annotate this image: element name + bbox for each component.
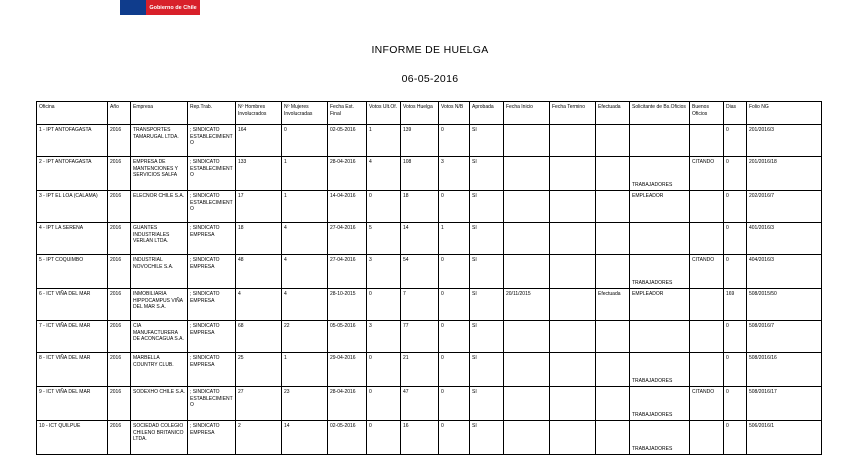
cell-aprobada: SI	[470, 321, 504, 353]
cell-oficina: 10 - ICT QUILPUE	[37, 421, 108, 455]
cell-votos-nb: 0	[439, 387, 470, 421]
cell-buenos-oficios	[690, 191, 724, 223]
cell-fecha-inicio	[504, 387, 550, 421]
column-header: Fecha Inicio	[504, 102, 550, 125]
column-header: Rep.Trab.	[188, 102, 236, 125]
cell-votos-ult: 3	[367, 321, 401, 353]
cell-oficina: 3 - IPT EL LOA (CALAMA)	[37, 191, 108, 223]
cell-mujeres: 22	[282, 321, 328, 353]
cell-dias: 0	[724, 157, 747, 191]
cell-hombres: 18	[236, 223, 282, 255]
cell-votos-huelga: 16	[401, 421, 439, 455]
cell-solicitante: TRABAJADORES	[630, 353, 690, 387]
cell-votos-huelga: 139	[401, 125, 439, 157]
cell-fecha-termino	[550, 353, 596, 387]
cell-fecha-termino	[550, 289, 596, 321]
cell-folio: 401/2016/3	[747, 223, 822, 255]
cell-votos-ult: 4	[367, 157, 401, 191]
cell-fecha-inicio	[504, 255, 550, 289]
cell-anio: 2016	[108, 191, 131, 223]
report-date: 06-05-2016	[401, 73, 459, 85]
logo-text: Gobierno de Chile	[146, 0, 200, 15]
logo-blue-block	[120, 0, 146, 15]
cell-fecha-final: 27-04-2016	[328, 223, 367, 255]
cell-hombres: 133	[236, 157, 282, 191]
cell-oficina: 1 - IPT ANTOFAGASTA	[37, 125, 108, 157]
table-row	[37, 321, 822, 353]
cell-fecha-inicio	[504, 321, 550, 353]
cell-oficina: 9 - ICT VIÑA DEL MAR	[37, 387, 108, 421]
cell-votos-huelga: 77	[401, 321, 439, 353]
cell-aprobada: SI	[470, 353, 504, 387]
cell-mujeres: 23	[282, 387, 328, 421]
cell-mujeres: 4	[282, 289, 328, 321]
cell-hombres: 27	[236, 387, 282, 421]
cell-votos-nb: 0	[439, 289, 470, 321]
cell-oficina: 5 - IPT COQUIMBO	[37, 255, 108, 289]
cell-hombres: 164	[236, 125, 282, 157]
cell-mujeres: 14	[282, 421, 328, 455]
cell-fecha-final: 28-10-2015	[328, 289, 367, 321]
cell-rep-trab: ; SINDICATO EMPRESA	[188, 223, 236, 255]
cell-dias: 0	[724, 125, 747, 157]
cell-oficina: 8 - ICT VIÑA DEL MAR	[37, 353, 108, 387]
cell-dias: 169	[724, 289, 747, 321]
cell-votos-huelga: 47	[401, 387, 439, 421]
cell-votos-ult: 1	[367, 125, 401, 157]
cell-mujeres: 4	[282, 255, 328, 289]
cell-mujeres: 4	[282, 223, 328, 255]
cell-efectuada	[596, 125, 630, 157]
cell-efectuada	[596, 353, 630, 387]
cell-dias: 0	[724, 387, 747, 421]
cell-empresa: INMOBILIARIA HIPPOCAMPUS VIÑA DEL MAR S.A.	[131, 289, 188, 321]
cell-aprobada: SI	[470, 125, 504, 157]
table-row	[37, 157, 822, 191]
cell-votos-nb: 1	[439, 223, 470, 255]
cell-votos-ult: 5	[367, 223, 401, 255]
gobierno-logo	[120, 0, 200, 15]
cell-fecha-termino	[550, 191, 596, 223]
cell-aprobada: SI	[470, 223, 504, 255]
cell-rep-trab: ; SINDICATO EMPRESA	[188, 353, 236, 387]
column-header: Votos Huelga	[401, 102, 439, 125]
cell-anio: 2016	[108, 255, 131, 289]
cell-rep-trab: ; SINDICATO EMPRESA	[188, 255, 236, 289]
cell-folio: 508/2016/7	[747, 321, 822, 353]
cell-rep-trab: ; SINDICATO EMPRESA	[188, 321, 236, 353]
cell-solicitante: EMPLEADOR	[630, 191, 690, 223]
cell-fecha-final: 27-04-2016	[328, 255, 367, 289]
cell-rep-trab: ; SINDICATO EMPRESA	[188, 289, 236, 321]
table-row	[37, 255, 822, 289]
cell-folio: 508/2016/16	[747, 353, 822, 387]
cell-fecha-final: 02-05-2016	[328, 125, 367, 157]
table-row	[37, 421, 822, 455]
cell-anio: 2016	[108, 387, 131, 421]
cell-rep-trab: ; SINDICATO ESTABLECIMIENTO	[188, 157, 236, 191]
cell-solicitante	[630, 321, 690, 353]
cell-hombres: 4	[236, 289, 282, 321]
cell-votos-nb: 3	[439, 157, 470, 191]
cell-dias: 0	[724, 321, 747, 353]
cell-fecha-final: 14-04-2016	[328, 191, 367, 223]
column-header: Nº Hombres Involucrados	[236, 102, 282, 125]
cell-anio: 2016	[108, 289, 131, 321]
cell-votos-huelga: 7	[401, 289, 439, 321]
cell-solicitante	[630, 223, 690, 255]
cell-fecha-termino	[550, 223, 596, 255]
cell-aprobada: SI	[470, 157, 504, 191]
cell-folio: 508/2016/17	[747, 387, 822, 421]
cell-oficina: 7 - ICT VIÑA DEL MAR	[37, 321, 108, 353]
column-header: Fecha Est. Final	[328, 102, 367, 125]
cell-fecha-inicio	[504, 125, 550, 157]
cell-votos-ult: 0	[367, 191, 401, 223]
cell-folio: 201/2016/18	[747, 157, 822, 191]
cell-hombres: 48	[236, 255, 282, 289]
cell-rep-trab: ; SINDICATO ESTABLECIMIENTO	[188, 125, 236, 157]
cell-efectuada	[596, 255, 630, 289]
table-row	[37, 191, 822, 223]
cell-votos-huelga: 21	[401, 353, 439, 387]
column-header: Votos N/B	[439, 102, 470, 125]
cell-anio: 2016	[108, 157, 131, 191]
cell-rep-trab: ; SINDICATO ESTABLECIMIENTO	[188, 387, 236, 421]
cell-rep-trab: ; SINDICATO ESTABLECIMIENTO	[188, 191, 236, 223]
cell-dias: 0	[724, 191, 747, 223]
cell-buenos-oficios	[690, 289, 724, 321]
cell-buenos-oficios	[690, 125, 724, 157]
cell-empresa: GUANTES INDUSTRIALES VERLAN LTDA.	[131, 223, 188, 255]
column-header: Dias	[724, 102, 747, 125]
cell-fecha-inicio	[504, 191, 550, 223]
cell-empresa: MARBELLA COUNTRY CLUB.	[131, 353, 188, 387]
cell-fecha-final: 28-04-2016	[328, 157, 367, 191]
cell-folio: 508/2015/50	[747, 289, 822, 321]
cell-dias: 0	[724, 353, 747, 387]
cell-fecha-termino	[550, 321, 596, 353]
cell-buenos-oficios: CITANDO	[690, 387, 724, 421]
cell-votos-nb: 0	[439, 353, 470, 387]
cell-votos-huelga: 18	[401, 191, 439, 223]
cell-mujeres: 1	[282, 157, 328, 191]
cell-fecha-inicio	[504, 421, 550, 455]
column-header: Fecha Termino	[550, 102, 596, 125]
cell-solicitante: EMPLEADOR	[630, 289, 690, 321]
cell-aprobada: SI	[470, 191, 504, 223]
table-row	[37, 289, 822, 321]
cell-empresa: ELECNOR CHILE S.A.	[131, 191, 188, 223]
report-title: INFORME DE HUELGA	[371, 44, 489, 56]
cell-votos-ult: 0	[367, 421, 401, 455]
cell-empresa: TRANSPORTES TAMARUGAL LTDA.	[131, 125, 188, 157]
cell-buenos-oficios	[690, 223, 724, 255]
cell-hombres: 17	[236, 191, 282, 223]
column-header: Solicitante de Bs.Oficios	[630, 102, 690, 125]
column-header: Aprobada	[470, 102, 504, 125]
cell-fecha-termino	[550, 421, 596, 455]
column-header: Folio NG	[747, 102, 822, 125]
cell-aprobada: SI	[470, 289, 504, 321]
cell-votos-huelga: 54	[401, 255, 439, 289]
cell-efectuada	[596, 321, 630, 353]
cell-fecha-final: 29-04-2016	[328, 353, 367, 387]
cell-aprobada: SI	[470, 421, 504, 455]
cell-mujeres: 1	[282, 353, 328, 387]
cell-solicitante: TRABAJADORES	[630, 387, 690, 421]
cell-votos-nb: 0	[439, 191, 470, 223]
cell-dias: 0	[724, 255, 747, 289]
table-row	[37, 125, 822, 157]
cell-empresa: SOCIEDAD COLEGIO CHILENO BRITANICO LTDA.	[131, 421, 188, 455]
cell-votos-ult: 0	[367, 353, 401, 387]
cell-empresa: CIA MANUFACTURERA DE ACONCAGUA S.A.	[131, 321, 188, 353]
cell-anio: 2016	[108, 353, 131, 387]
cell-anio: 2016	[108, 125, 131, 157]
cell-votos-ult: 0	[367, 387, 401, 421]
cell-folio: 404/2016/3	[747, 255, 822, 289]
cell-empresa: INDUSTRIAL NOVOCHILE S.A.	[131, 255, 188, 289]
column-header: Efectuada	[596, 102, 630, 125]
cell-fecha-termino	[550, 157, 596, 191]
cell-votos-nb: 0	[439, 321, 470, 353]
cell-fecha-final: 05-05-2016	[328, 321, 367, 353]
cell-hombres: 25	[236, 353, 282, 387]
column-header: Empresa	[131, 102, 188, 125]
cell-buenos-oficios: CITANDO	[690, 157, 724, 191]
cell-oficina: 4 - IPT LA SERENA	[37, 223, 108, 255]
cell-fecha-final: 02-05-2016	[328, 421, 367, 455]
cell-votos-nb: 0	[439, 421, 470, 455]
column-header: Votos Ult.Of.	[367, 102, 401, 125]
cell-buenos-oficios	[690, 353, 724, 387]
cell-aprobada: SI	[470, 387, 504, 421]
cell-efectuada: Efectuada	[596, 289, 630, 321]
cell-fecha-termino	[550, 255, 596, 289]
cell-empresa: EMPRESA DE MANTENCIONES Y SERVICIOS SALFA	[131, 157, 188, 191]
table-row	[37, 387, 822, 421]
strike-report-table	[36, 101, 822, 455]
cell-fecha-final: 28-04-2016	[328, 387, 367, 421]
cell-buenos-oficios	[690, 321, 724, 353]
cell-anio: 2016	[108, 223, 131, 255]
cell-votos-nb: 0	[439, 255, 470, 289]
cell-efectuada	[596, 157, 630, 191]
cell-oficina: 2 - IPT ANTOFAGASTA	[37, 157, 108, 191]
cell-mujeres: 0	[282, 125, 328, 157]
cell-buenos-oficios: CITANDO	[690, 255, 724, 289]
cell-fecha-termino	[550, 125, 596, 157]
table-row	[37, 223, 822, 255]
cell-efectuada	[596, 421, 630, 455]
column-header: Año	[108, 102, 131, 125]
cell-fecha-inicio	[504, 157, 550, 191]
cell-efectuada	[596, 191, 630, 223]
cell-oficina: 6 - ICT VIÑA DEL MAR	[37, 289, 108, 321]
column-header: Nº Mujeres Involucradas	[282, 102, 328, 125]
cell-folio: 202/2016/7	[747, 191, 822, 223]
cell-solicitante: TRABAJADORES	[630, 255, 690, 289]
cell-hombres: 68	[236, 321, 282, 353]
cell-solicitante: TRABAJADORES	[630, 157, 690, 191]
cell-dias: 0	[724, 421, 747, 455]
cell-anio: 2016	[108, 321, 131, 353]
cell-buenos-oficios	[690, 421, 724, 455]
cell-empresa: SODEXHO CHILE S.A.	[131, 387, 188, 421]
cell-votos-ult: 3	[367, 255, 401, 289]
table-header-row	[37, 102, 822, 125]
cell-fecha-inicio: 20/11/2015	[504, 289, 550, 321]
cell-fecha-inicio	[504, 223, 550, 255]
cell-votos-huelga: 14	[401, 223, 439, 255]
cell-votos-nb: 0	[439, 125, 470, 157]
cell-solicitante	[630, 125, 690, 157]
cell-solicitante: TRABAJADORES	[630, 421, 690, 455]
cell-rep-trab: ; SINDICATO EMPRESA	[188, 421, 236, 455]
table-row	[37, 353, 822, 387]
cell-votos-ult: 0	[367, 289, 401, 321]
cell-mujeres: 1	[282, 191, 328, 223]
cell-folio: 201/2016/3	[747, 125, 822, 157]
column-header: Oficina	[37, 102, 108, 125]
cell-efectuada	[596, 387, 630, 421]
cell-votos-huelga: 108	[401, 157, 439, 191]
cell-aprobada: SI	[470, 255, 504, 289]
cell-dias: 0	[724, 223, 747, 255]
column-header: Buenos Oficios	[690, 102, 724, 125]
cell-efectuada	[596, 223, 630, 255]
cell-anio: 2016	[108, 421, 131, 455]
cell-fecha-inicio	[504, 353, 550, 387]
cell-hombres: 2	[236, 421, 282, 455]
cell-fecha-termino	[550, 387, 596, 421]
cell-folio: 506/2016/1	[747, 421, 822, 455]
